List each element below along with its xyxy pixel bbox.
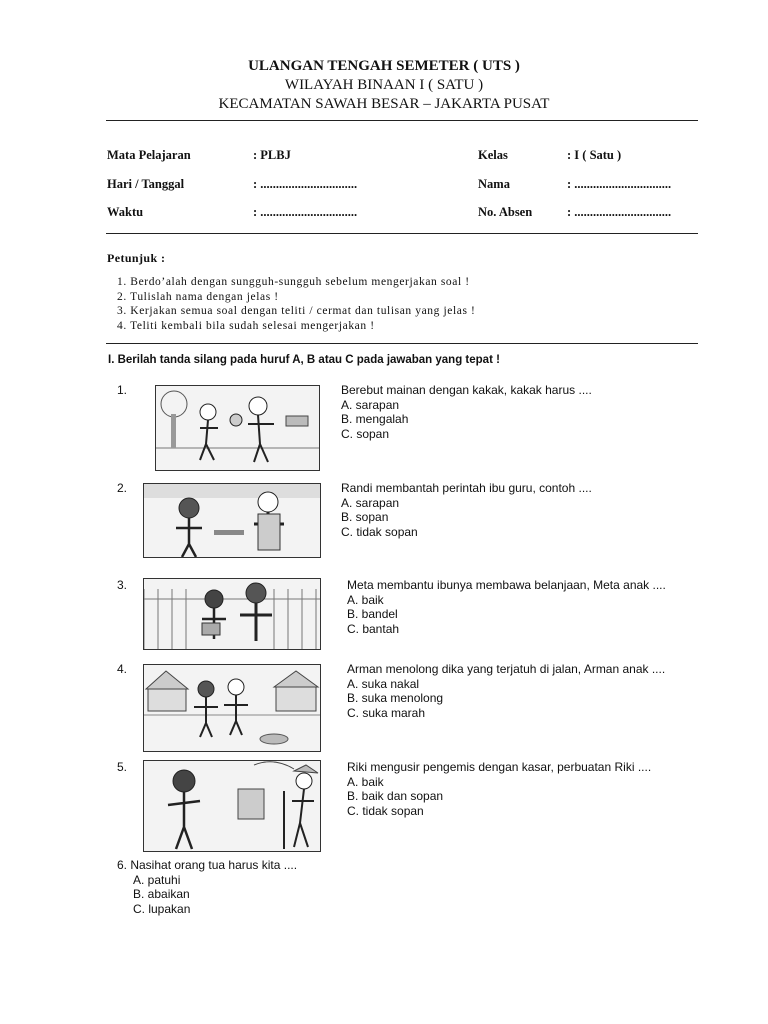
question-text: Randi membantah perintah ibu guru, contoh ....: [341, 481, 592, 495]
question-5-illustration: [143, 760, 321, 852]
question-text: Riki mengusir pengemis dengan kasar, perbuatan Riki ....: [347, 760, 652, 774]
region-title: WILAYAH BINAAN I ( SATU ): [284, 77, 484, 93]
option-b[interactable]: B. bandel: [347, 607, 398, 621]
option-c[interactable]: C. suka marah: [347, 705, 426, 720]
name-label: Nama: [478, 177, 510, 191]
instruction-item: 3. Kerjakan semua soal dengan teliti / cermat dan tulisan yang jelas !: [117, 305, 476, 317]
question-5: [347, 760, 651, 818]
question-4: [347, 662, 665, 720]
question-6: [117, 858, 297, 916]
instruction-item: 4. Teliti kembali bila sudah selesai mengerjakan !: [117, 320, 375, 332]
question-text: Meta membantu ibunya membawa belanjaan, Meta anak ....: [347, 578, 666, 592]
option-a[interactable]: A. sarapan: [341, 397, 400, 412]
question-text: 6. Nasihat orang tua harus kita ....: [117, 858, 298, 872]
section-title: I. Berilah tanda silang pada huruf A, B atau C pada jawaban yang tepat !: [108, 354, 500, 366]
date-label: Hari / Tanggal: [107, 177, 185, 191]
subject-label: Mata Pelajaran: [107, 148, 191, 162]
instruction-item: 2. Tulislah nama dengan jelas !: [117, 291, 279, 303]
header-divider: [106, 120, 698, 121]
option-a[interactable]: A. suka nakal: [347, 676, 420, 691]
time-label: Waktu: [107, 205, 144, 219]
time-field[interactable]: : ...............................: [253, 205, 358, 219]
option-c[interactable]: C. bantah: [347, 621, 400, 636]
option-b[interactable]: B. sopan: [341, 510, 389, 524]
option-b[interactable]: B. suka menolong: [347, 691, 444, 705]
option-c[interactable]: C. sopan: [341, 426, 390, 441]
absen-label: No. Absen: [478, 205, 533, 219]
question-3: [347, 578, 666, 636]
question-number: 3.: [117, 578, 128, 592]
subject-value: : PLBJ: [253, 148, 291, 162]
absen-field[interactable]: : ...............................: [567, 205, 672, 219]
option-b[interactable]: B. baik dan sopan: [347, 789, 444, 803]
district-title: KECAMATAN SAWAH BESAR – JAKARTA PUSAT: [218, 96, 550, 112]
question-number: 5.: [117, 760, 128, 774]
option-c[interactable]: C. tidak sopan: [341, 524, 418, 539]
instructions-title: Petunjuk :: [107, 251, 166, 265]
question-number: 1.: [117, 383, 128, 397]
question-1-illustration: [155, 385, 320, 471]
info-divider: [106, 233, 698, 234]
instruction-item: 1. Berdo’alah dengan sungguh-sungguh sebelum mengerjakan soal !: [117, 276, 470, 288]
class-value: : I ( Satu ): [567, 148, 622, 162]
option-a[interactable]: A. baik: [347, 592, 384, 607]
question-number: 4.: [117, 662, 128, 676]
question-text: Arman menolong dika yang terjatuh di jalan, Arman anak ....: [347, 662, 666, 676]
question-2-illustration: [143, 483, 321, 558]
question-4-illustration: [143, 664, 321, 752]
option-a[interactable]: A. patuhi: [133, 872, 181, 887]
instructions-divider: [106, 343, 698, 344]
exam-title: ULANGAN TENGAH SEMETER ( UTS ): [248, 58, 520, 74]
question-1: [341, 383, 592, 441]
name-field[interactable]: : ...............................: [567, 177, 672, 191]
option-c[interactable]: C. lupakan: [133, 901, 191, 916]
class-label: Kelas: [478, 148, 508, 162]
question-number: 2.: [117, 481, 128, 495]
option-a[interactable]: A. baik: [347, 774, 384, 789]
option-b[interactable]: B. abaikan: [133, 887, 190, 901]
question-text: Berebut mainan dengan kakak, kakak harus ....: [341, 383, 592, 397]
option-c[interactable]: C. tidak sopan: [347, 803, 424, 818]
option-a[interactable]: A. sarapan: [341, 495, 400, 510]
option-b[interactable]: B. mengalah: [341, 412, 409, 426]
date-field[interactable]: : ...............................: [253, 177, 358, 191]
question-3-illustration: [143, 578, 321, 650]
question-2: [341, 481, 592, 539]
